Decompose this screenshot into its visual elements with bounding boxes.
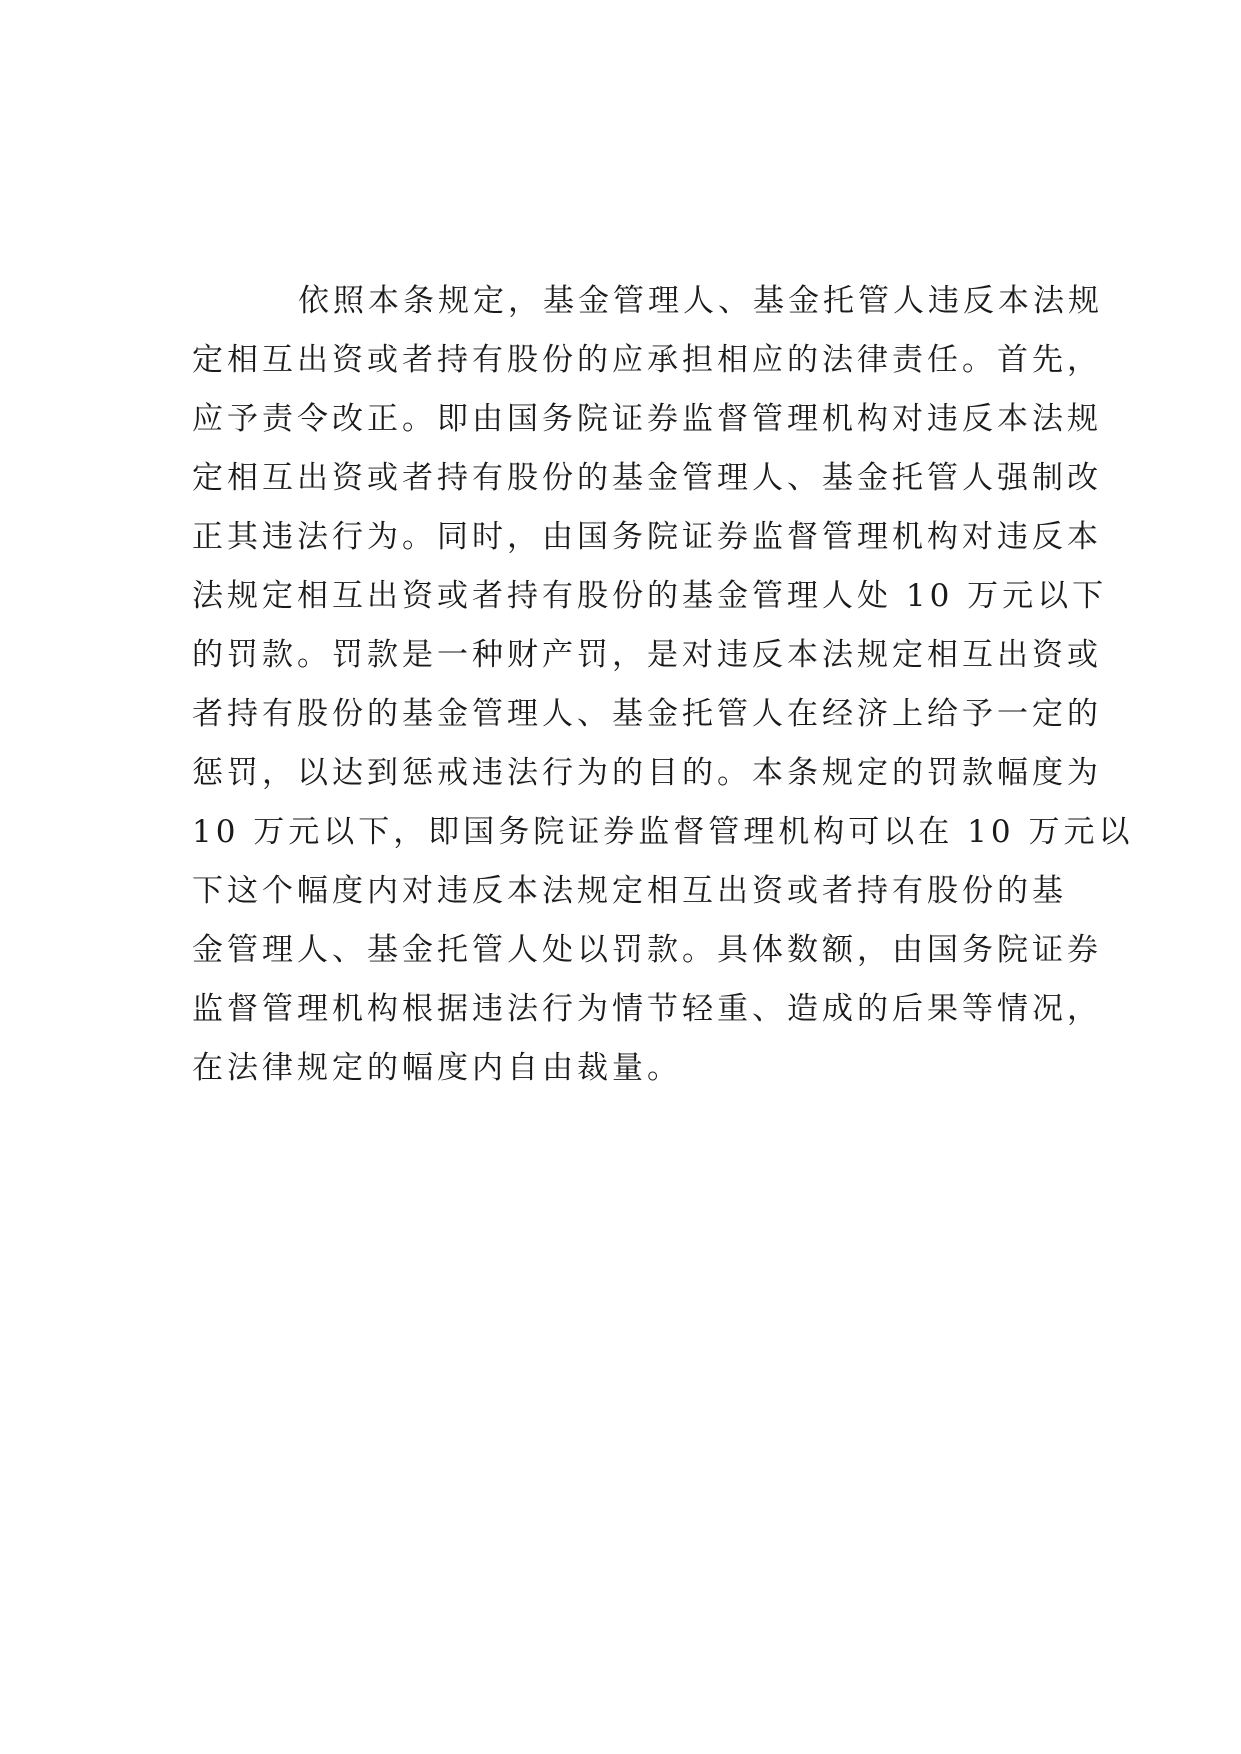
paragraph-line: 在法律规定的幅度内自由裁量。 bbox=[192, 1050, 682, 1086]
paragraph-line: 的罚款。罚款是一种财产罚，是对违反本法规定相互出资或 bbox=[192, 637, 1102, 673]
paragraph-line: 监督管理机构根据违法行为情节轻重、造成的后果等情况， bbox=[192, 991, 1102, 1027]
paragraph-line: 10 万元以下，即国务院证券监督管理机构可以在 10 万元以 bbox=[192, 814, 1134, 850]
paragraph-line: 定相互出资或者持有股份的基金管理人、基金托管人强制改 bbox=[192, 460, 1102, 496]
paragraph-line: 依照本条规定，基金管理人、基金托管人违反本法规 bbox=[298, 283, 1103, 319]
paragraph-line: 正其违法行为。同时，由国务院证券监督管理机构对违反本 bbox=[192, 519, 1102, 555]
paragraph-line: 应予责令改正。即由国务院证券监督管理机构对违反本法规 bbox=[192, 401, 1102, 437]
paragraph-line: 定相互出资或者持有股份的应承担相应的法律责任。首先， bbox=[192, 342, 1102, 378]
paragraph-line: 者持有股份的基金管理人、基金托管人在经济上给予一定的 bbox=[192, 696, 1102, 732]
paragraph-line: 惩罚，以达到惩戒违法行为的目的。本条规定的罚款幅度为 bbox=[192, 755, 1102, 791]
paragraph-line: 金管理人、基金托管人处以罚款。具体数额，由国务院证券 bbox=[192, 932, 1102, 968]
paragraph-line: 下这个幅度内对违反本法规定相互出资或者持有股份的基 bbox=[192, 873, 1067, 909]
paragraph-line: 法规定相互出资或者持有股份的基金管理人处 10 万元以下 bbox=[192, 578, 1108, 614]
body-paragraph bbox=[192, 272, 1134, 1098]
